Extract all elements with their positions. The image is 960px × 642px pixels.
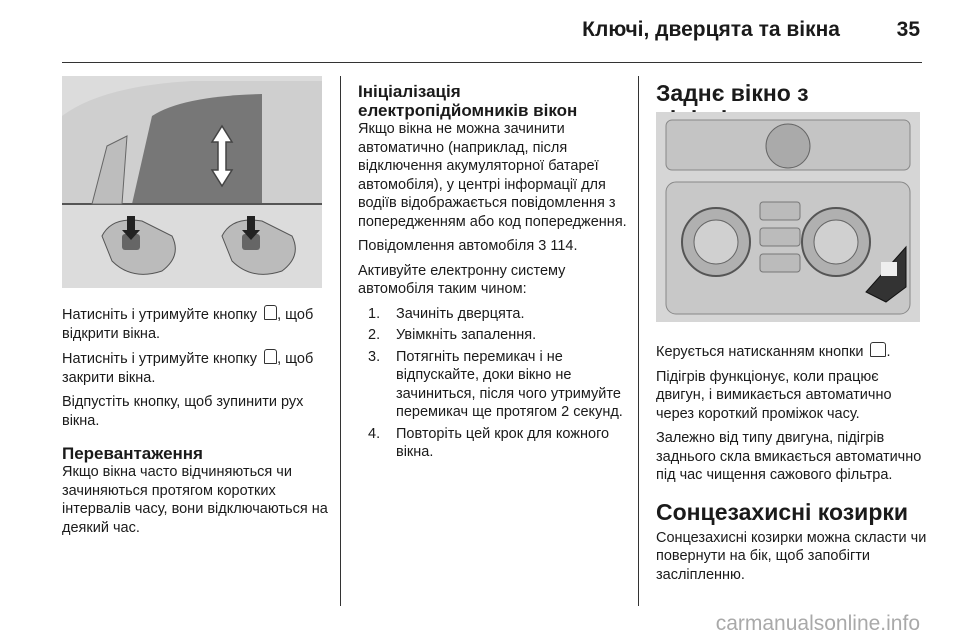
list-item: 2. Увімкніть запалення.: [368, 327, 537, 343]
paragraph-heating-operation: Підігрів функціонує, коли працює двигун, і вимикається автоматично через короткий проміжок часу.: [656, 368, 892, 422]
column-2: [358, 82, 628, 465]
list-item: 3. Потягніть перемикач і не відпускайте, доки вікно не зачиниться, після чого утримуйте перемикач ще протягом 2 секунд.: [368, 348, 623, 420]
rear-defrost-icon: [870, 342, 886, 357]
column-1: [62, 305, 332, 543]
column-3-text: [656, 342, 931, 590]
paragraph-release-button: Відпустіть кнопку, щоб зупинити рух вікна.: [62, 394, 304, 429]
paragraph-soot-filter: Залежно від типу двигуна, підігрів заднього скла вмикається автоматично під час чищення сажового фільтра.: [656, 430, 922, 483]
paragraph-init-intro: Якщо вікна не можна зачинити автоматично (наприклад, після відключення акумуляторної батареї автомобіля), у центрі інформації для водіїв відображається повідомлення з попередженням або код попередження.: [358, 121, 627, 230]
column-divider-2: [638, 76, 639, 606]
heading-sun-visors: Сонцезахисні козирки: [656, 498, 909, 525]
lock-icon: [264, 349, 277, 364]
window-key-illustration: [62, 76, 322, 288]
heading-heated-rear-window: Заднє вікно з: [656, 80, 809, 106]
paragraph-activate: Активуйте електронну систему автомобіля таким чином:: [358, 262, 566, 297]
page-number: 35: [896, 18, 920, 41]
paragraph-press-button: Керується натисканням кнопки .: [656, 344, 891, 360]
unlock-icon: [264, 305, 277, 320]
running-header: Ключі, дверцята та вікна: [582, 18, 840, 41]
heading-overload: Перевантаження: [62, 444, 203, 463]
paragraph-close-windows: Натисніть і утримуйте кнопку , щоб закрити вікна.: [62, 351, 314, 386]
header-rule: [62, 62, 922, 63]
list-item: 4. Повторіть цей крок для кожного вікна.: [368, 425, 610, 460]
climate-control-illustration: [656, 112, 920, 322]
paragraph-sun-visors: Сонцезахисні козирки можна скласти чи повернути на бік, щоб запобігти засліпленню.: [656, 529, 927, 583]
page-ref-icon: 3: [538, 238, 547, 254]
paragraph-overload: Якщо вікна часто відчиняються чи зачиняються протягом коротких інтервалів часу, вони відключаються на деякий час.: [62, 464, 328, 536]
steps-list: [358, 305, 628, 462]
paragraph-vehicle-messages: Повідомлення автомобіля 3 114.: [358, 238, 578, 254]
list-item: 1. Зачиніть дверцята.: [368, 305, 525, 322]
watermark: carmanualsonline.info: [715, 612, 920, 635]
column-divider-1: [340, 76, 341, 606]
heading-initialization: Ініціалізація електропідйомників вікон: [358, 82, 578, 120]
paragraph-open-windows: Натисніть і утримуйте кнопку , щоб відкрити вікна.: [62, 307, 314, 342]
